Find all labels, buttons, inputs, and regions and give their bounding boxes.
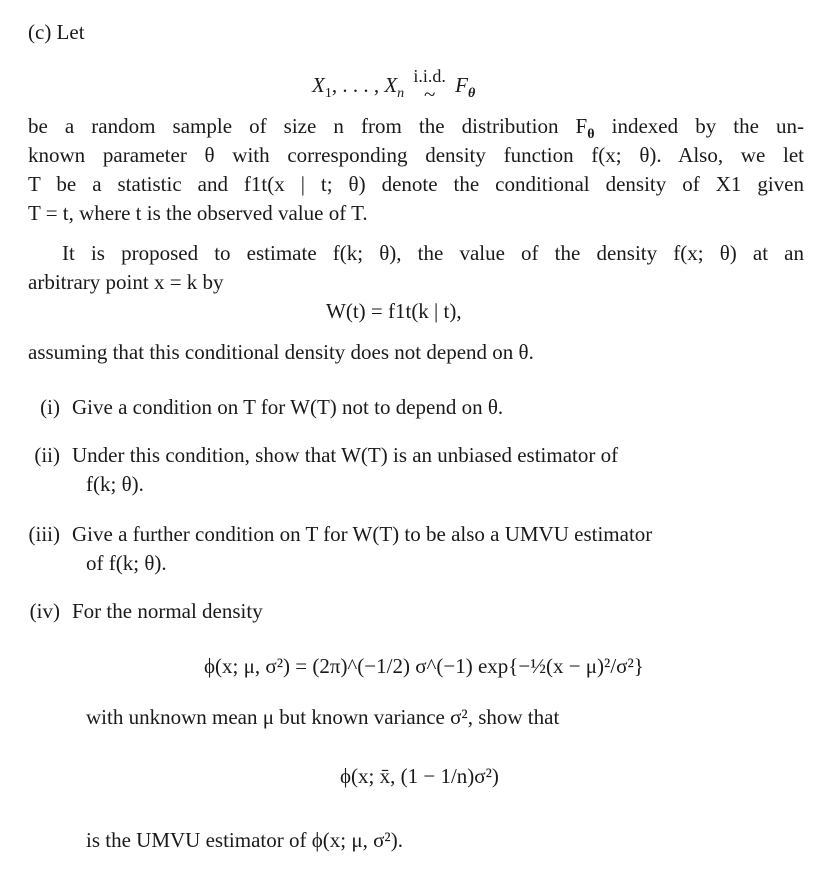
known-variance-line: with unknown mean μ but known variance σ², show that (86, 705, 560, 729)
item-ii: (ii) Under this condition, show that W(T) is an unbiased estimator of (34, 443, 619, 467)
phi-equation: ϕ(x; μ, σ²) = (2π)^(−1/2) σ^(−1) exp{−½(x − μ)²/σ²} (204, 654, 644, 678)
para1-line3: T be a statistic and f1t(x | t; θ) denote the conditional density of X1 given (28, 172, 804, 196)
para1-line2: known parameter θ with corresponding density function f(x; θ). Also, we let (28, 143, 804, 167)
item-iii: (iii) Give a further condition on T for W(T) to be also a UMVU estimator (28, 522, 653, 546)
item-iv: (iv) For the normal density (29, 599, 263, 623)
sample-equation: $X_1$, . . . , $X_n$ i.i.d. ~ $F_\theta$ (312, 66, 476, 106)
para1-line4: T = t, where t is the observed value of T. (28, 201, 368, 225)
final-line: is the UMVU estimator of ϕ(x; μ, σ²). (86, 828, 403, 852)
para2-line2: arbitrary point x = k by (28, 270, 224, 294)
para3: assuming that this conditional density does not depend on θ. (28, 340, 534, 364)
w-equation: W(t) = f1t(k | t), (326, 299, 462, 323)
part-label: (c) Let (28, 20, 85, 44)
para2-line1: It is proposed to estimate f(k; θ), the value of the density f(x; θ) at an (62, 241, 804, 265)
para1-line1: be a random sample of size n from the distribution $F_\theta$ indexed by the un- (28, 114, 805, 142)
item-ii-cont: f(k; θ). (86, 472, 144, 496)
umvu-equation: ϕ(x; x̄, (1 − 1/n)σ²) (340, 764, 499, 788)
item-iii-cont: of f(k; θ). (86, 551, 167, 575)
item-i: (i) Give a condition on T for W(T) not to depend on θ. (40, 395, 504, 419)
